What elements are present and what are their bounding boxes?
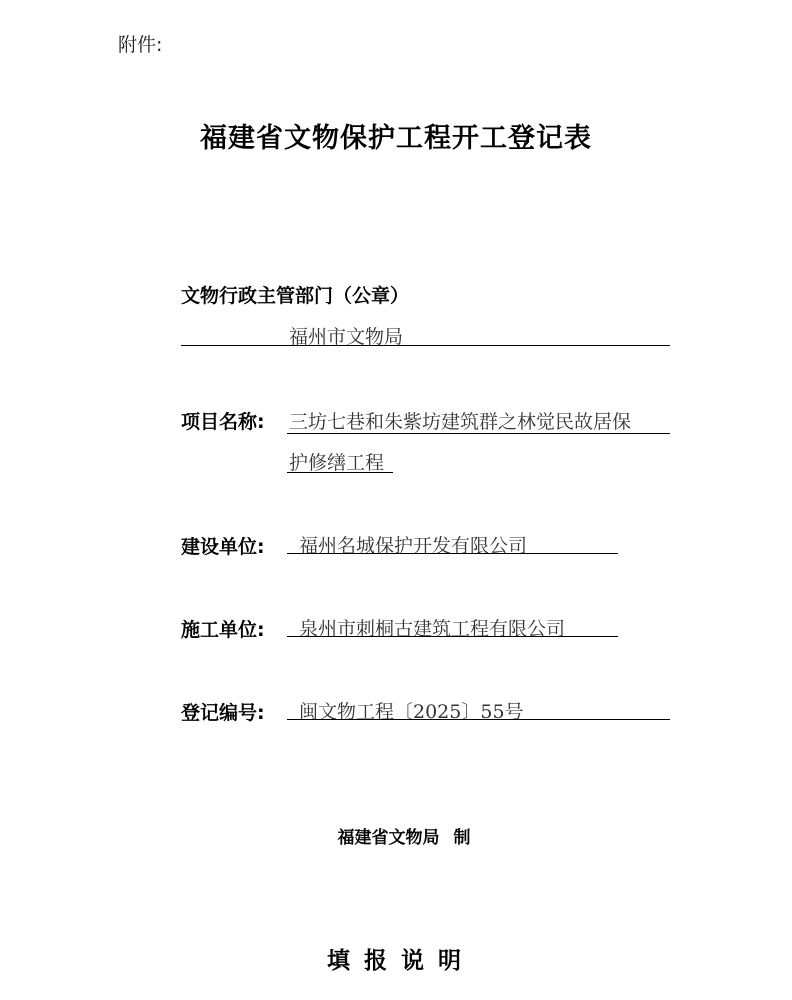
builder-underline bbox=[287, 553, 618, 554]
project-underline-1 bbox=[287, 433, 670, 434]
project-label: 项目名称: bbox=[181, 411, 265, 433]
builder-value: 福州名城保护开发有限公司 bbox=[299, 535, 528, 557]
builder-label: 建设单位: bbox=[181, 536, 265, 558]
form-title: 福建省文物保护工程开工登记表 bbox=[200, 123, 592, 154]
issuer-line bbox=[0, 823, 792, 848]
attachment-label: 附件: bbox=[118, 34, 163, 56]
project-underline-2 bbox=[287, 472, 393, 473]
issuer-suffix: 制 bbox=[453, 828, 471, 848]
contractor-underline bbox=[287, 636, 618, 637]
project-value-line1: 三坊七巷和朱紫坊建筑群之林觉民故居保 bbox=[289, 411, 632, 433]
project-value-line2: 护修缮工程 bbox=[289, 452, 385, 474]
registration-underline bbox=[287, 719, 670, 720]
contractor-value: 泉州市刺桐古建筑工程有限公司 bbox=[299, 618, 566, 640]
instructions-heading: 填报说明 bbox=[327, 947, 475, 974]
authority-underline bbox=[181, 345, 670, 346]
registration-value: 闽文物工程〔2025〕55号 bbox=[299, 701, 524, 723]
registration-label: 登记编号: bbox=[181, 702, 265, 724]
authority-value: 福州市文物局 bbox=[289, 326, 404, 348]
authority-label: 文物行政主管部门（公章） bbox=[181, 285, 410, 307]
contractor-label: 施工单位: bbox=[181, 619, 265, 641]
issuer-name: 福建省文物局 bbox=[337, 828, 440, 848]
